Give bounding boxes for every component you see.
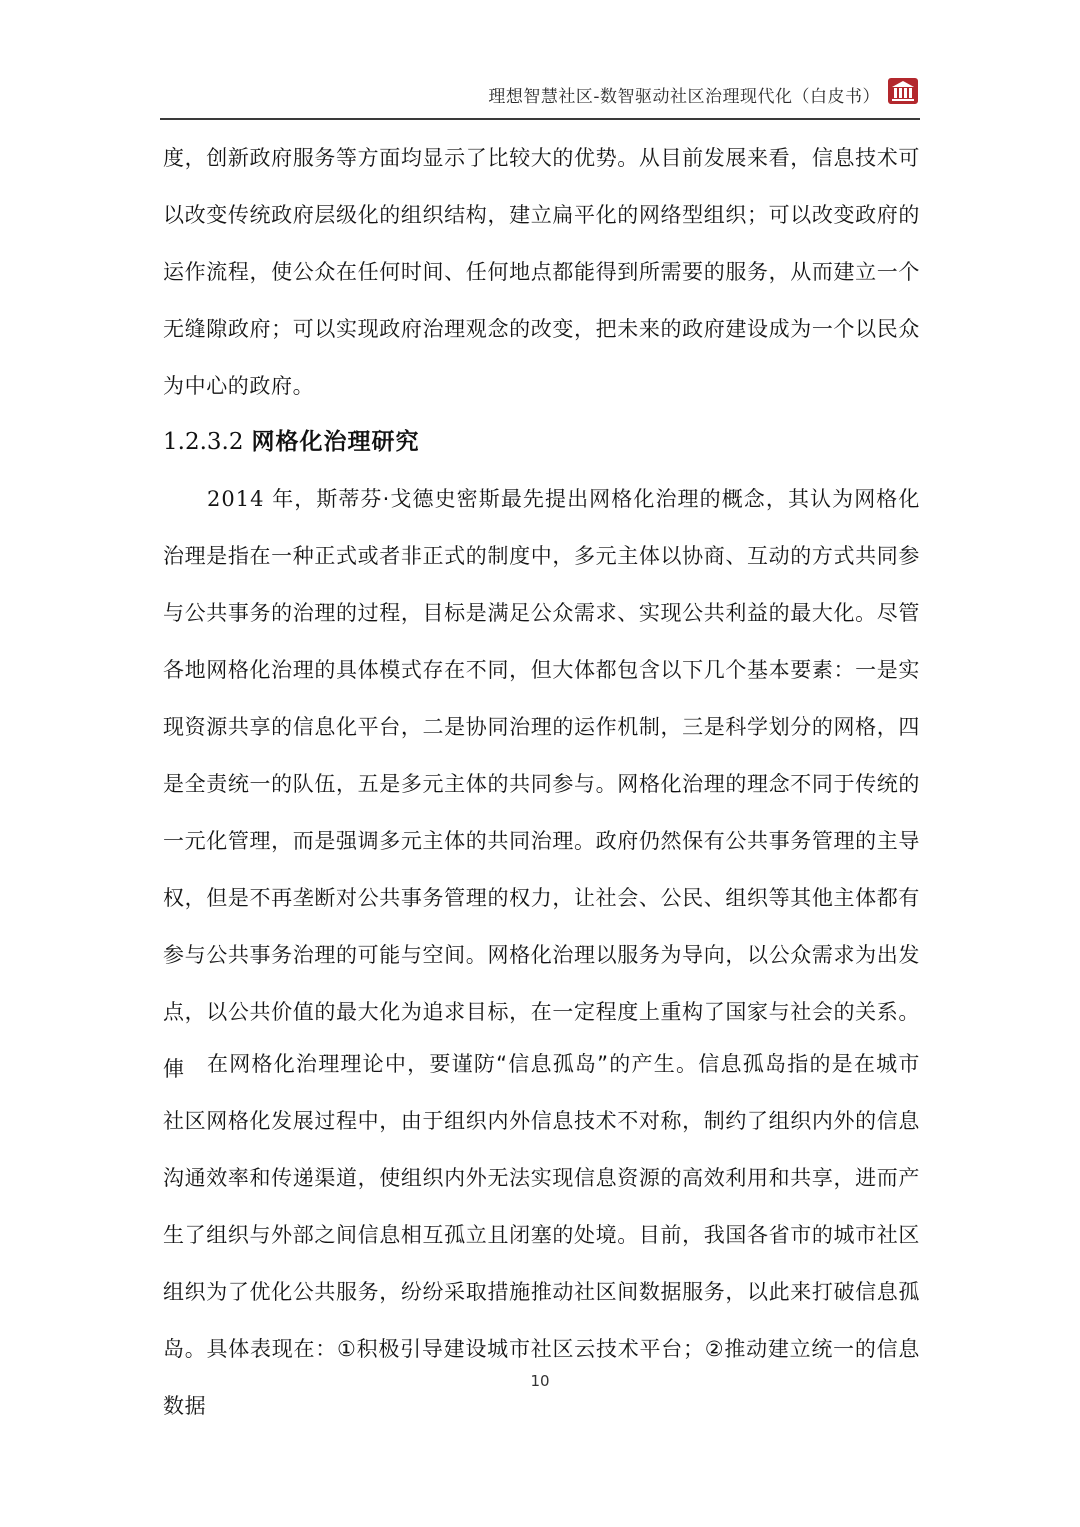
page-number: 10 (530, 1372, 550, 1390)
section-title: 网格化治理研究 (251, 429, 420, 455)
paragraph-continued: 度，创新政府服务等方面均显示了比较大的优势。从目前发展来看，信息技术可以改变传统政府层级化的组织结构，建立扁平化的网络型组织；可以改变政府的运作流程，使公众在任何时间、任何地点都能得到所需要的服务，从而建立一个无缝隙政府；可以实现政府治理观念的改变，把未来的政府建设成为一个以民众为中心的政府。 (163, 146, 920, 398)
header-title: 理想智慧社区-数智驱动社区治理现代化（白皮书） (488, 87, 880, 107)
building-logo-icon (888, 78, 918, 104)
paragraph-year: 2014 (207, 487, 265, 511)
paragraph-grid-governance (163, 471, 920, 1098)
section-heading (163, 414, 419, 471)
paragraph-grid-governance-text: 年，斯蒂芬·戈德史密斯最先提出网格化治理的概念，其认为网格化治理是指在一种正式或者非正式的制度中，多元主体以协商、互动的方式共同参与公共事务的治理的过程，目标是满足公众需求、实现公共利益的最大化。尽管各地网格化治理的具体模式存在不同，但大体都包含以下几个基本要素：一是实现资源共享的信息化平台，二是协同治理的运作机制，三是科学划分的网格，四是全责统一的队伍，五是多元主体的共同参与。网格化治理的理念不同于传统的一元化管理，而是强调多元主体的共同治理。政府仍然保有公共事务管理的主导权，但是不再垄断对公共事务管理的权力，让社会、公民、组织等其他主体都有参与公共事务治理的可能与空间。网格化治理以服务为导向，以公众需求为出发点，以公共价值的最大化为追求目标，在一定程度上重构了国家与社会的关系。俥 (163, 487, 920, 1081)
section-number: 1.2.3.2 (163, 429, 244, 455)
paragraph-information-island: 在网格化治理理论中，要谨防“信息孤岛”的产生。信息孤岛指的是在城市社区网格化发展过程中，由于组织内外信息技术不对称，制约了组织内外的信息沟通效率和传递渠道，使组织内外无法实现信息资源的高效利用和共享，进而产生了组织与外部之间信息相互孤立且闭塞的处境。目前，我国各省市的城市社区组织为了优化公共服务，纷纷采取措施推动社区间数据服务，以此来打破信息孤岛。具体表现在：①积极引导建设城市社区云技术平台；②推动建立统一的信息数据 (163, 1052, 920, 1418)
page-header (160, 68, 920, 120)
